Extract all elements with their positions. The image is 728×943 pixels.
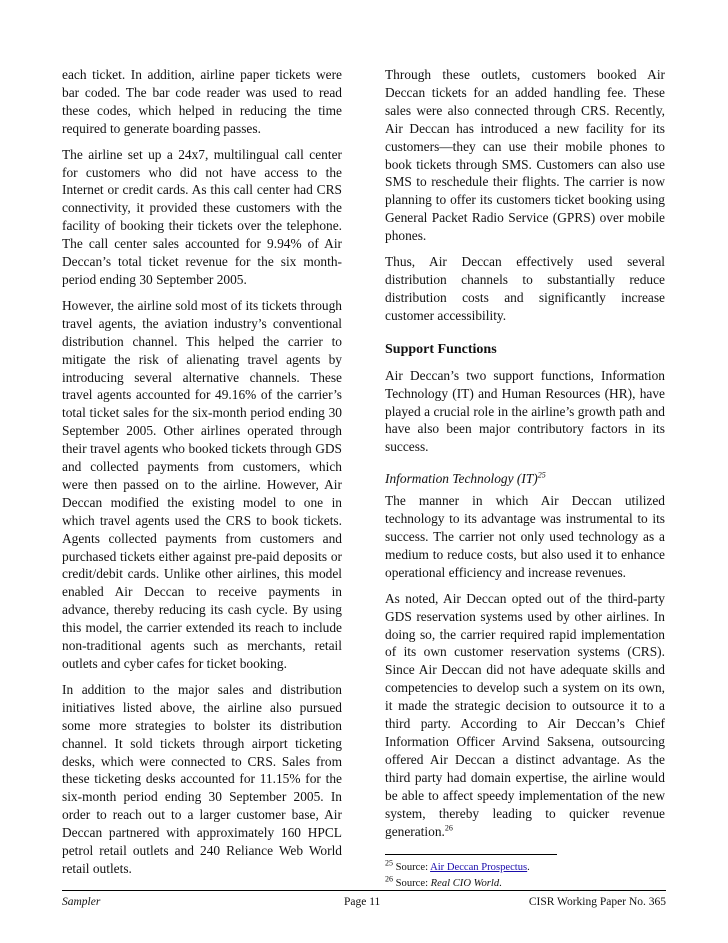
footnote-number: 26 xyxy=(385,874,393,884)
footnote-text: . xyxy=(527,862,530,874)
section-heading-support-functions: Support Functions xyxy=(385,341,497,357)
body-paragraph xyxy=(385,590,665,841)
body-paragraph: In addition to the major sales and distribution initiatives listed above, the airline also pursued some more strategies to bolster its distribution channel. It sold tickets through airport ticketing desks, which were connected to CRS. Sales from these ticketing desks accounted for 11.15% for the six-month period ending 30 September 2005. In order to reach out to a larger customer base, Air Deccan partnered with approximately 160 HPCL petrol retail outlets and 240 Reliance Web World retail outlets. xyxy=(62,681,342,876)
body-paragraph: Thus, Air Deccan effectively used several distribution channels to substantially reduce distribution costs and significantly increase customer accessibility. xyxy=(385,254,665,323)
footnote-ref-26[interactable]: 26 xyxy=(444,823,453,833)
footer-right-label: CISR Working Paper No. 365 xyxy=(528,896,666,908)
page-number: Page 11 xyxy=(344,896,381,908)
body-paragraph: each ticket. In addition, airline paper tickets were bar coded. The bar code reader was used to read these codes, which helped in reducing the time required to generate boarding passes. xyxy=(62,67,342,136)
left-column xyxy=(62,66,342,886)
body-paragraph: However, the airline sold most of its tickets through travel agents, the aviation industry’s conventional distribution channel. This helped the carrier to mitigate the risk of alienating travel agents by introducing several alternative channels. These travel agents accounted for 49.16% of the carrier’s total ticket sales for the six-month period ending 30 September 2005. Other airlines operated through their travel agents who booked tickets through GDS and collected payments from customers, which were then passed on to the airline. However, Air Deccan modified the existing model to one in which travel agents used the CRS to book tickets. Agents collected payments from customers and purchased tickets either against pre-paid deposits or credit/debit cards. Unlike other airlines, this model enabled Air Deccan to receive payments in advance, thereby reducing its cash cycle. By using this model, the carrier extended its reach to include non-traditional agents such as merchants, retail outlets and cyber cafes for ticket booking. xyxy=(62,297,342,671)
footnote-ref-25[interactable]: 25 xyxy=(537,470,546,480)
footnote-divider xyxy=(385,854,557,855)
footer-divider xyxy=(62,890,666,891)
footnote-text: Source: xyxy=(393,862,431,874)
body-paragraph: Air Deccan’s two support functions, Information Technology (IT) and Human Resources (HR), have played a crucial role in the airline’s growth path and have also been major contributory factors in its success. xyxy=(385,367,665,455)
body-paragraph: The airline set up a 24x7, multilingual call center for customers who did not have access to the Internet or credit cards. As this call center had CRS connectivity, it provided these customers with the facility of booking their tickets over the telephone. The call center sales accounted for 9.94% of Air Deccan’s total ticket revenue for the six month-period ending 30 September 2005. xyxy=(62,146,342,287)
footer-left-label: Sampler xyxy=(62,896,101,908)
body-paragraph: The manner in which Air Deccan utilized technology to its advantage was instrumental to its success. The carrier not only used technology as a medium to reduce costs, but also used it to enhance operational efficiency and increase revenues. xyxy=(385,493,665,580)
footnote-text: Source: xyxy=(393,878,431,890)
subheading-text: Information Technology (IT) xyxy=(385,471,538,487)
footnote-25 xyxy=(385,858,665,875)
footnote-source-title: Real CIO World xyxy=(430,878,500,890)
footnote-number: 25 xyxy=(385,858,393,868)
subheading-information-technology xyxy=(385,470,665,488)
footnote-link-air-deccan-prospectus[interactable]: Air Deccan Prospectus xyxy=(430,862,528,874)
paragraph-text: As noted, Air Deccan opted out of the third-party GDS reservation systems used by other airlines. In doing so, the carrier required rapid implementation of its own customer reservation systems (CRS). Since Air Deccan did not have adequate skills and competencies to develop such a system on its own, it made the strategic decision to outsource it to a third party. According to Air Deccan’s Chief Information Officer Arvind Saksena, outsourcing offered Air Deccan a distinct advantage. As the third party had domain expertise, the airline would be able to affect speedy implementation of the new system, thereby leading to quicker revenue generation. xyxy=(385,590,665,839)
body-paragraph: Through these outlets, customers booked Air Deccan tickets for an added handling fee. These sales were also connected through CRS. Recently, Air Deccan has introduced a new facility for its customers—they can use their mobile phones to book tickets through SMS. Customers can also use SMS to reschedule their flights. The carrier is now planning to offer its customers ticket booking using General Packet Radio Service (GPRS) over mobile phones. xyxy=(385,67,665,244)
right-column xyxy=(385,66,665,893)
footnote-text: . xyxy=(499,878,502,890)
